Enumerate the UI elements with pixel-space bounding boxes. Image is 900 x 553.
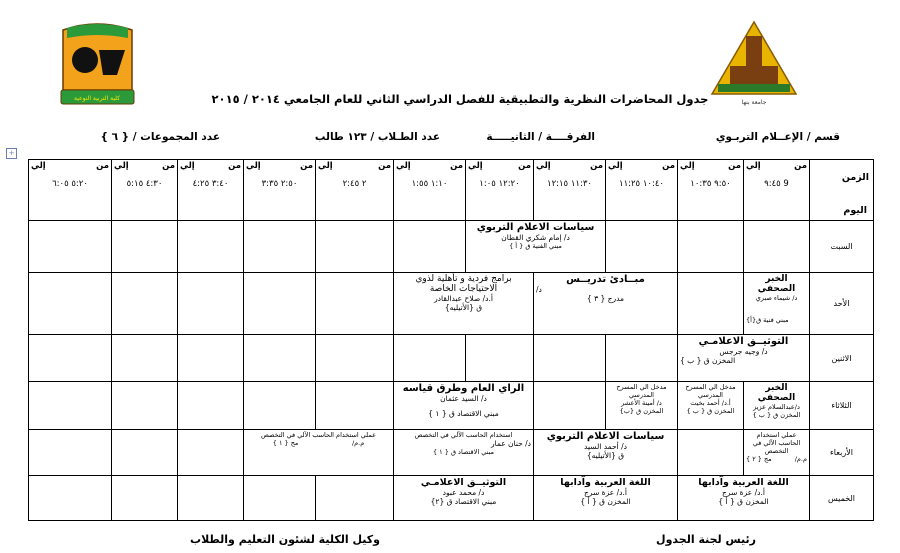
row-thursday <box>29 476 874 521</box>
time-slot: من إلي ٢ ٢:٤٥ <box>316 160 394 221</box>
cell-tue-public-opinion: الراي العام وطرق قياسه د/ السيد عثمان مبني الاقتصاد ق { ١ } <box>394 382 534 430</box>
row-sunday <box>29 273 874 335</box>
cell-sun-special-needs: برامج فردية و تأهلية لذوي الاحتياجات الخاصة أ.د/ صلاح عبدالقادر ق {الأتيليه} <box>394 273 534 335</box>
day-wednesday: الأربعاء <box>810 430 874 476</box>
cell-thu-arabic-2: اللغة العربية وآدابها أ.د/ عزة سرج المخزن ق { أ } <box>534 476 678 521</box>
level-label: الفرقــــة / الثانيـــــة <box>486 131 595 143</box>
row-wednesday <box>29 430 874 476</box>
header-row <box>29 160 874 221</box>
department-label: قسم / الإعــلام التربـوي <box>715 131 840 143</box>
cell-tue-theater-2: مدخل الي المسرح المدرسي د/ أمينة الأعشر المخزن ق {ب} <box>606 382 678 430</box>
time-slot: من إلي ١١:٣٠ ١٢:١٥ <box>534 160 606 221</box>
cell-sun-news: الخبر الصحفي د/ شيماء صبري مبني فنية ق{أ} <box>744 273 810 335</box>
corner-time-label: الزمن <box>841 172 869 183</box>
cell-wed-media-policy: سياسات الاعلام التربوي د/ أحمد السيد ق {الأتيليه} <box>534 430 678 476</box>
table-move-handle[interactable]: + <box>6 148 17 159</box>
day-tuesday: الثلاثاء <box>810 382 874 430</box>
corner-cell <box>810 160 874 221</box>
cell-sun-teaching: مبــادئ تدريــس د/ مدرج { ٣ } <box>534 273 678 335</box>
cell-mon-documentation: التوثيــق الاعلامـي د/ وجيه جرجس المخزن ق { ب } <box>678 335 810 382</box>
faculty-logo <box>55 20 140 108</box>
page-title: جدول المحاضرات النظرية والتطبيقية للفصل الدراسي الثاني للعام الجامعي ٢٠١٤ / ٢٠١٥ <box>211 92 709 106</box>
cell-thu-documentation: التوثيــق الاعلامـي د/ محمد عبود مبني الاقتصاد ق {٢} <box>394 476 534 521</box>
cell-thu-arabic-1: اللغة العربية وآدابها أ.د/ عزة سرج المخزن ق { أ } <box>678 476 810 521</box>
time-slot: من إلي ٤:٣٠ ٥:١٥ <box>112 160 178 221</box>
time-slot: من إلي ٣:٤٠ ٤:٢٥ <box>178 160 244 221</box>
row-monday <box>29 335 874 382</box>
day-thursday: الخميس <box>810 476 874 521</box>
faculty-logo-text: كلية التربية النوعية <box>73 95 121 102</box>
committee-head-signature: رئيس لجنة الجدول <box>656 533 756 546</box>
students-count: عدد الطـلاب / ١٢٣ طالب <box>314 131 440 143</box>
cell-tue-theater-1: مدخل الي المسرح المدرسي أ.د/ أحمد بخيت المخزن ق { ب } <box>678 382 744 430</box>
time-slot: من إلي ٥:٢٠ ٦:٠٥ <box>29 160 112 221</box>
cell-sat-media-policy: سياسات الاعلام التربوي د/ إمام شكري القطان مبني الفنية ق { أ } <box>466 221 606 273</box>
schedule-table <box>28 159 874 521</box>
row-tuesday <box>29 382 874 430</box>
row-saturday <box>29 221 874 273</box>
cell-tue-news: الخبر الصحفي د/عبدالسلام عزيز المخزن ق { ب } <box>744 382 810 430</box>
time-slot: من إلي ٩:٥٠ ١٠:٣٥ <box>678 160 744 221</box>
cell-wed-computer-practical-1: عملي استخدام الحاسب الآلي في التخصص م.م/ مج { ٢ } <box>744 430 810 476</box>
corner-day-label: اليوم <box>843 205 867 216</box>
cell-wed-computer-lecture: استخدام الحاسب الآلي في التخصص د/ حنان عمار مبني الاقتصاد ق { ١ } <box>394 430 534 476</box>
time-slot: من إلي ٢:٥٠ ٣:٣٥ <box>244 160 316 221</box>
time-slot: من إلي ١:١٠ ١:٥٥ <box>394 160 466 221</box>
day-sunday: الأحد <box>810 273 874 335</box>
time-slot: من إلي 9 ٩:٤٥ <box>744 160 810 221</box>
university-logo <box>708 18 800 108</box>
groups-count: عدد المجموعات / { ٦ } <box>100 131 220 143</box>
time-slot: من إلي ١٢:٢٠ ١:٠٥ <box>466 160 534 221</box>
vice-dean-signature: وكيل الكلية لشئون التعليم والطلاب <box>190 533 380 546</box>
university-logo-text: جامعة بنها <box>741 99 767 106</box>
day-saturday: السبت <box>810 221 874 273</box>
day-monday: الاثنين <box>810 335 874 382</box>
cell-wed-computer-practical-2: عملي استخدام الحاسب الآلي في التخصص م.م/ مج { ١ } <box>244 430 394 476</box>
time-slot: من إلي ١٠:٤٠ ١١:٢٥ <box>606 160 678 221</box>
